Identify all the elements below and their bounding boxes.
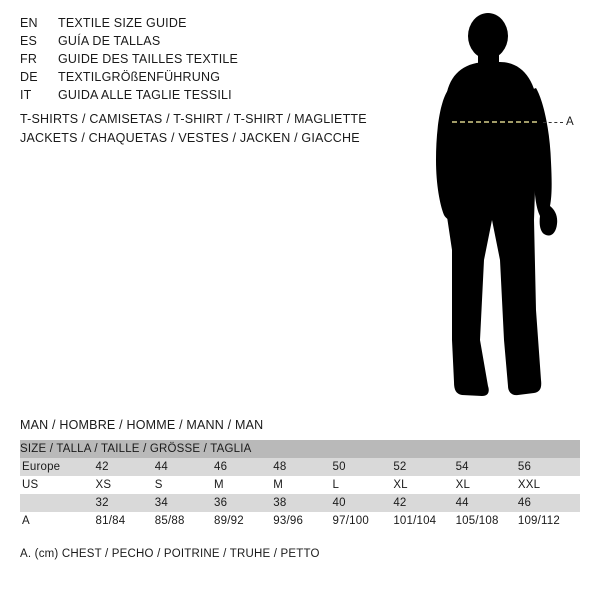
language-title: TEXTILGRÖßENFÜHRUNG <box>58 70 221 84</box>
footnote: A. (cm) CHEST / PECHO / POITRINE / TRUHE / PETTO <box>20 548 320 560</box>
cell-value: 48 <box>273 458 332 476</box>
language-title: GUÍA DE TALLAS <box>58 34 161 48</box>
category-jackets: JACKETS / CHAQUETAS / VESTES / JACKEN / GIACCHE <box>20 131 360 145</box>
language-code: DE <box>20 70 38 84</box>
cell-value: XXL <box>518 476 580 494</box>
cell-value: 44 <box>456 494 518 512</box>
cell-value: 46 <box>214 458 273 476</box>
table-row <box>20 494 580 512</box>
table-row <box>20 476 580 494</box>
cell-value: 101/104 <box>393 512 455 530</box>
language-row-es <box>20 32 360 50</box>
cell-value: 56 <box>518 458 580 476</box>
category-tshirts: T-SHIRTS / CAMISETAS / T-SHIRT / T-SHIRT / MAGLIETTE <box>20 112 367 126</box>
language-row-it <box>20 86 360 104</box>
cell-value: 42 <box>393 494 455 512</box>
cell-value: L <box>333 476 394 494</box>
cell-value: 97/100 <box>333 512 394 530</box>
cell-value: 52 <box>393 458 455 476</box>
chest-marker-label: A <box>566 116 575 128</box>
cell-value: 42 <box>96 458 155 476</box>
male-figure-illustration <box>400 10 600 410</box>
language-row-en <box>20 14 360 32</box>
cell-value: S <box>155 476 214 494</box>
row-label: A <box>20 512 96 530</box>
table-row <box>20 458 580 476</box>
language-code: IT <box>20 88 32 102</box>
language-code: ES <box>20 34 38 48</box>
chest-measure-line-icon <box>400 10 600 410</box>
language-title: GUIDE DES TAILLES TEXTILE <box>58 52 239 66</box>
cell-value: 44 <box>155 458 214 476</box>
table-title: MAN / HOMBRE / HOMME / MANN / MAN <box>20 418 264 432</box>
cell-value: XS <box>96 476 155 494</box>
cell-value: M <box>214 476 273 494</box>
cell-value: 105/108 <box>456 512 518 530</box>
row-label: US <box>20 476 96 494</box>
cell-value: 109/112 <box>518 512 580 530</box>
cell-value: 50 <box>333 458 394 476</box>
cell-value: 34 <box>155 494 214 512</box>
table-header-row <box>20 440 580 458</box>
cell-value: 32 <box>96 494 155 512</box>
table-row <box>20 512 580 530</box>
garment-category-block <box>20 110 420 148</box>
cell-value: M <box>273 476 332 494</box>
cell-value: 81/84 <box>96 512 155 530</box>
language-title: GUIDA ALLE TAGLIE TESSILI <box>58 88 232 102</box>
cell-value: 85/88 <box>155 512 214 530</box>
language-title: TEXTILE SIZE GUIDE <box>58 16 187 30</box>
language-code: EN <box>20 16 38 30</box>
cell-value: 54 <box>456 458 518 476</box>
size-table <box>20 440 580 530</box>
language-header-block <box>20 14 360 104</box>
language-row-de <box>20 68 360 86</box>
table-header-label: SIZE / TALLA / TAILLE / GRÖSSE / TAGLIA <box>20 440 580 458</box>
cell-value: XL <box>456 476 518 494</box>
cell-value: 89/92 <box>214 512 273 530</box>
language-row-fr <box>20 50 360 68</box>
cell-value: 40 <box>333 494 394 512</box>
language-code: FR <box>20 52 38 66</box>
cell-value: 38 <box>273 494 332 512</box>
cell-value: 36 <box>214 494 273 512</box>
cell-value: XL <box>393 476 455 494</box>
cell-value: 46 <box>518 494 580 512</box>
row-label: Europe <box>20 458 96 476</box>
row-label <box>20 494 96 512</box>
cell-value: 93/96 <box>273 512 332 530</box>
